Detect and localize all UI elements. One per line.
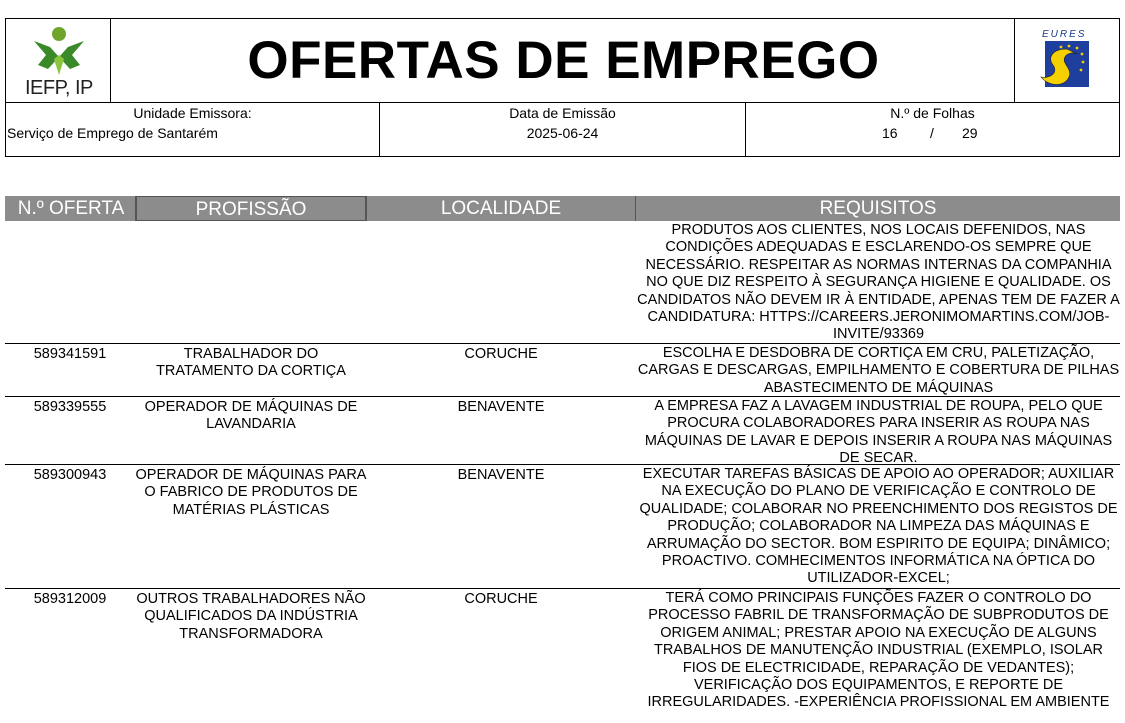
cell-requisitos: ESCOLHA E DESDOBRA DE CORTIÇA EM CRU, PALETIZAÇÃO, CARGAS E DESCARGAS, EMPILHAMENTO E COBERTURA DE PILHAS ABASTECIMENTO DE MÁQUINAS <box>637 345 1120 396</box>
eures-logo <box>1014 19 1119 102</box>
numero-folhas-label: N.º de Folhas <box>890 105 975 121</box>
cell-requisitos: TERÁ COMO PRINCIPAIS FUNÇÕES FAZER O CONTROLO DO PROCESSO FABRIL DE TRANSFORMAÇÃO DE SUBPRODUTOS DE ORIGEM ANIMAL; PRESTAR APOIO NA EXECUÇÃO DE ALGUNS TRABALHOS DE MANUTENÇÃO INDUSTRIAL (EXEMPLO, ISOLAR FIOS DE ELECTRICIDADE, REPARAÇÃO DE VEDANTES); VERIFICAÇÃO DOS EQUIPAMENTOS, E REPORTE DE IRREGULARIDADES. -EXPERIÊNCIA PROFISSIONAL EM AMBIENTE <box>647 590 1110 711</box>
table-row <box>5 465 1120 589</box>
iefp-logo-text: IEFP, IP <box>25 77 93 99</box>
iefp-logo <box>6 19 111 102</box>
cell-localidade: BENAVENTE <box>457 467 545 483</box>
cell-profissao: OPERADOR DE MÁQUINAS PARA O FABRICO DE PRODUTOS DE MATÉRIAS PLÁSTICAS <box>135 467 367 518</box>
eures-logo-text: EURES <box>1042 29 1087 40</box>
column-header-localidade: LOCALIDADE <box>440 198 562 219</box>
cell-localidade: CORUCHE <box>464 346 538 362</box>
column-header-profissao: PROFISSÃO <box>135 196 367 221</box>
folha-atual: 16 <box>882 125 898 141</box>
eures-emblem-icon <box>1039 27 1097 93</box>
table-body <box>5 221 1120 723</box>
iefp-emblem-icon <box>28 25 90 79</box>
numero-folhas-cell <box>746 103 1119 156</box>
document-header <box>5 18 1120 157</box>
cell-numero: 589312009 <box>33 591 107 607</box>
column-header-requisitos: REQUISITOS <box>635 196 1120 221</box>
cell-localidade: CORUCHE <box>464 591 538 607</box>
unidade-emissora-label: Unidade Emissora: <box>133 105 252 121</box>
cell-requisitos: PRODUTOS AOS CLIENTES, NOS LOCAIS DEFENIDOS, NAS CONDIÇÕES ADEQUADAS E ESCLARENDO-OS SEMPRE QUE NECESSÁRIO. RESPEITAR AS NORMAS INTERNAS DA COMPANHIA NO QUE DIZ RESPEITO À SEGURANÇA HIGIENE E QUALIDADE. OS CANDIDATOS NÃO DEVEM IR À ENTIDADE, APENAS TEM DE FAZER A CANDIDATURA: HTTPS://CAREERS.JERONIMOMARTINS.COM/JOB-INVITE/93369 <box>637 222 1120 343</box>
cell-profissao: OPERADOR DE MÁQUINAS DE LAVANDARIA <box>144 399 358 433</box>
folha-separator: / <box>930 125 934 141</box>
table-row <box>5 589 1120 723</box>
column-header-numero: N.º OFERTA <box>17 198 125 219</box>
cell-numero: 589339555 <box>33 399 107 415</box>
cell-localidade: BENAVENTE <box>457 399 545 415</box>
unidade-emissora-cell <box>6 103 380 156</box>
folha-total: 29 <box>962 125 978 141</box>
cell-profissao: OUTROS TRABALHADORES NÃO QUALIFICADOS DA INDÚSTRIA TRANSFORMADORA <box>136 591 366 642</box>
table-row <box>5 344 1120 397</box>
page-title: OFERTAS DE EMPREGO <box>247 31 880 90</box>
cell-numero: 589341591 <box>33 346 107 362</box>
table-header <box>5 196 1120 221</box>
cell-numero: 589300943 <box>33 467 107 483</box>
unidade-emissora-value: Serviço de Emprego de Santarém <box>7 125 218 141</box>
table-row <box>5 221 1120 344</box>
header-info-band <box>6 103 1119 156</box>
cell-requisitos: A EMPRESA FAZ A LAVAGEM INDUSTRIAL DE ROUPA, PELO QUE PROCURA COLABORADORES PARA INSERIR AS ROUPA NAS MÁQUINAS DE LAVAR E DEPOIS INSERIR A ROUPA NAS MÁQUINAS DE SECAR. <box>644 398 1113 467</box>
data-emissao-cell <box>380 103 746 156</box>
cell-profissao: TRABALHADOR DO TRATAMENTO DA CORTIÇA <box>156 346 346 380</box>
header-top-band <box>6 19 1119 103</box>
data-emissao-label: Data de Emissão <box>509 105 616 121</box>
table-row <box>5 397 1120 465</box>
data-emissao-value: 2025-06-24 <box>526 125 599 141</box>
cell-requisitos: EXECUTAR TAREFAS BÁSICAS DE APOIO AO OPERADOR; AUXILIAR NA EXECUÇÃO DO PLANO DE VERIFICAÇÃO E CONTROLO DE QUALIDADE; COLABORAR NO PREENCHIMENTO DOS REGISTOS DE PRODUÇÃO; COLABORADOR NA LIMPEZA DAS MÁQUINAS E ARRUMAÇÃO DO SECTOR. BOM ESPIRITO DE EQUIPA; DINÂMICO; PROACTIVO. COMHECIMENTOS INFORMÁTICA NA ÓPTICA DO UTILIZADOR-EXCEL; <box>639 466 1118 587</box>
